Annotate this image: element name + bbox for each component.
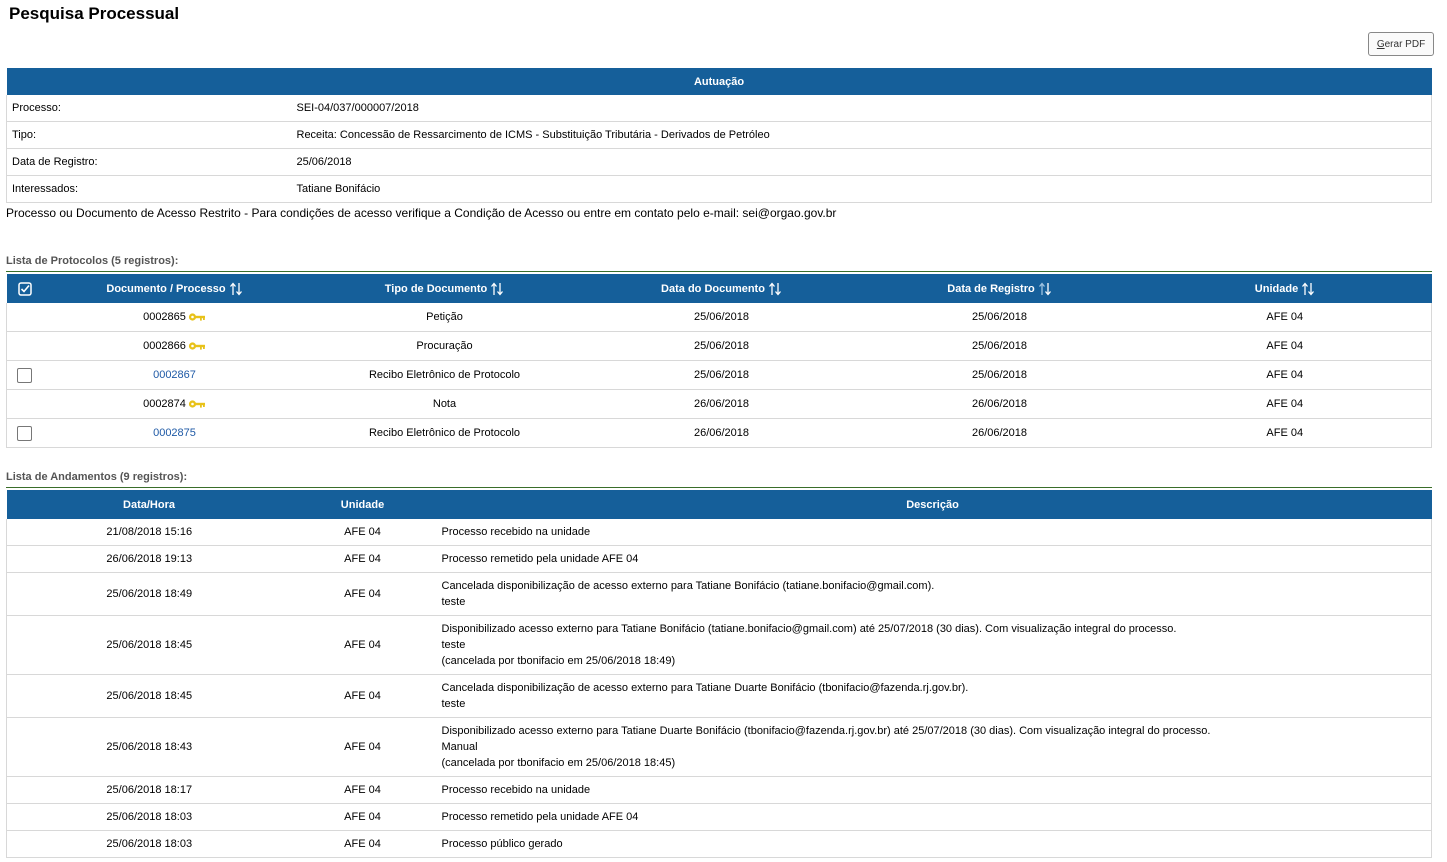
- datahora-cell: 26/06/2018 19:13: [7, 546, 292, 573]
- data-registro-cell: 26/06/2018: [861, 419, 1139, 448]
- datahora-cell: 25/06/2018 18:43: [7, 718, 292, 777]
- col-data-documento-header[interactable]: [583, 274, 861, 303]
- andamentos-divider: [6, 487, 1432, 488]
- descricao-line: Manual: [441, 741, 478, 753]
- table-row: [7, 718, 1432, 777]
- col-documento-header[interactable]: [43, 274, 307, 303]
- condicao-acesso-link[interactable]: Condição de Acesso: [454, 206, 564, 220]
- table-row: [7, 303, 1432, 332]
- unidade-cell: AFE 04: [292, 546, 434, 573]
- autuacao-table: [6, 68, 1432, 203]
- unidade-cell: AFE 04: [292, 616, 434, 675]
- doc-number: 0002866: [143, 340, 186, 352]
- key-icon: [188, 312, 206, 322]
- table-row: [7, 546, 1432, 573]
- row-select-cell: [7, 419, 43, 448]
- descricao-line: Disponibilizado acesso externo para Tatiane Duarte Bonifácio (tbonifacio@fazenda.rj.gov.br) até 25/07/2018 (30 dias). Com visualização integral do processo.: [441, 725, 1211, 737]
- col-tipo-label: Tipo de Documento: [384, 282, 488, 295]
- gerar-pdf-button[interactable]: [1368, 32, 1434, 56]
- table-row: [7, 804, 1432, 831]
- doc-link[interactable]: 0002875: [153, 427, 196, 439]
- access-notice: [6, 206, 836, 220]
- descricao-line: teste: [441, 596, 466, 608]
- protocolos-table: [6, 274, 1432, 448]
- row-select-cell: [7, 390, 43, 419]
- col-datahora-header: Data/Hora: [7, 490, 292, 519]
- doc-number: 0002865: [143, 311, 186, 323]
- doc-link[interactable]: 0002867: [153, 369, 196, 381]
- interessados-value: Tatiane Bonifácio: [292, 176, 1432, 203]
- data-registro-cell: 25/06/2018: [861, 303, 1139, 332]
- descricao-cell: [434, 519, 1432, 546]
- col-unidade-header: Unidade: [292, 490, 434, 519]
- sort-icon[interactable]: [229, 282, 243, 296]
- unidade-cell: AFE 04: [1139, 361, 1432, 390]
- col-tipo-header[interactable]: [307, 274, 583, 303]
- tipo-cell: Recibo Eletrônico de Protocolo: [307, 361, 583, 390]
- descricao-cell: [434, 777, 1432, 804]
- tipo-cell: Recibo Eletrônico de Protocolo: [307, 419, 583, 448]
- notice-suffix: ou entre em contato pelo e-mail: sei@orgao.gov.br: [563, 206, 837, 220]
- col-data-documento-label: Data do Documento: [661, 282, 765, 295]
- data-registro-label: Data de Registro:: [7, 149, 292, 176]
- tipo-cell: Petição: [307, 303, 583, 332]
- unidade-cell: AFE 04: [292, 573, 434, 616]
- descricao-cell: [434, 616, 1432, 675]
- autuacao-row: [7, 176, 1432, 203]
- data-documento-cell: 26/06/2018: [583, 419, 861, 448]
- descricao-line: Cancelada disponibilização de acesso externo para Tatiane Duarte Bonifácio (tbonifacio@fazenda.rj.gov.br).: [441, 682, 969, 694]
- table-row: [7, 831, 1432, 858]
- col-descricao-header: Descrição: [434, 490, 1432, 519]
- sort-icon[interactable]: [490, 282, 504, 296]
- data-documento-cell: 25/06/2018: [583, 303, 861, 332]
- doc-cell: [43, 361, 307, 390]
- doc-cell: [43, 303, 307, 332]
- unidade-cell: AFE 04: [292, 718, 434, 777]
- descricao-cell: [434, 675, 1432, 718]
- doc-cell: [43, 390, 307, 419]
- autuacao-header: Autuação: [7, 68, 1432, 95]
- descricao-line: teste: [441, 698, 466, 710]
- doc-cell: [43, 419, 307, 448]
- unidade-cell: AFE 04: [1139, 303, 1432, 332]
- tipo-cell: Nota: [307, 390, 583, 419]
- notice-prefix: Processo ou Documento de Acesso Restrito - Para condições de acesso verifique a: [6, 206, 455, 220]
- interessados-label: Interessados:: [7, 176, 292, 203]
- select-all-checkbox[interactable]: [7, 274, 43, 303]
- key-icon: [188, 399, 206, 409]
- data-registro-cell: 26/06/2018: [861, 390, 1139, 419]
- datahora-cell: 25/06/2018 18:45: [7, 675, 292, 718]
- row-select-cell: [7, 332, 43, 361]
- sort-icon[interactable]: [768, 282, 782, 296]
- row-select-cell: [7, 303, 43, 332]
- unidade-cell: AFE 04: [1139, 390, 1432, 419]
- descricao-cell: [434, 546, 1432, 573]
- descricao-cell: [434, 831, 1432, 858]
- doc-number: 0002874: [143, 398, 186, 410]
- descricao-line: Processo público gerado: [441, 838, 563, 850]
- descricao-line: (cancelada por tbonifacio em 25/06/2018 18:45): [441, 757, 676, 769]
- table-row: [7, 390, 1432, 419]
- tipo-label: Tipo:: [7, 122, 292, 149]
- unidade-cell: AFE 04: [1139, 332, 1432, 361]
- protocolos-divider: [6, 271, 1432, 272]
- data-documento-cell: 25/06/2018: [583, 332, 861, 361]
- andamentos-table: [6, 490, 1432, 858]
- sort-icon[interactable]: [1301, 282, 1315, 296]
- descricao-cell: [434, 804, 1432, 831]
- table-row: [7, 573, 1432, 616]
- descricao-cell: [434, 718, 1432, 777]
- descricao-line: (cancelada por tbonifacio em 25/06/2018 18:49): [441, 655, 676, 667]
- datahora-cell: 25/06/2018 18:49: [7, 573, 292, 616]
- unidade-cell: AFE 04: [292, 675, 434, 718]
- processo-label: Processo:: [7, 95, 292, 122]
- processo-value: SEI-04/037/000007/2018: [292, 95, 1432, 122]
- andamentos-caption: Lista de Andamentos (9 registros):: [6, 471, 188, 483]
- table-row: [7, 519, 1432, 546]
- page-title: Pesquisa Processual: [9, 4, 180, 23]
- data-registro-cell: 25/06/2018: [861, 332, 1139, 361]
- table-row: [7, 777, 1432, 804]
- datahora-cell: 25/06/2018 18:17: [7, 777, 292, 804]
- col-unidade-label: Unidade: [1254, 282, 1299, 295]
- table-row: [7, 675, 1432, 718]
- unidade-cell: AFE 04: [292, 804, 434, 831]
- col-documento-label: Documento / Processo: [106, 282, 226, 295]
- sort-icon[interactable]: [1038, 282, 1052, 296]
- datahora-cell: 25/06/2018 18:45: [7, 616, 292, 675]
- protocolos-caption: Lista de Protocolos (5 registros):: [6, 255, 179, 267]
- data-documento-cell: 25/06/2018: [583, 361, 861, 390]
- unidade-cell: AFE 04: [292, 519, 434, 546]
- autuacao-row: [7, 122, 1432, 149]
- gerar-pdf-accesskey: G: [1376, 38, 1385, 50]
- key-icon: [188, 341, 206, 351]
- col-unidade-header[interactable]: [1139, 274, 1432, 303]
- table-row: [7, 361, 1432, 390]
- datahora-cell: 25/06/2018 18:03: [7, 831, 292, 858]
- data-registro-cell: 25/06/2018: [861, 361, 1139, 390]
- data-documento-cell: 26/06/2018: [583, 390, 861, 419]
- row-checkbox[interactable]: [17, 368, 32, 383]
- col-data-registro-label: Data de Registro: [947, 282, 1035, 295]
- descricao-line: Disponibilizado acesso externo para Tatiane Bonifácio (tatiane.bonifacio@gmail.com) até 25/07/2018 (30 dias). Com visualização integral do processo.: [441, 623, 1177, 635]
- unidade-cell: AFE 04: [1139, 419, 1432, 448]
- descricao-line: Processo recebido na unidade: [441, 784, 591, 796]
- unidade-cell: AFE 04: [292, 831, 434, 858]
- table-row: [7, 419, 1432, 448]
- table-row: [7, 332, 1432, 361]
- check-all-icon: [18, 282, 32, 296]
- tipo-cell: Procuração: [307, 332, 583, 361]
- row-select-cell: [7, 361, 43, 390]
- autuacao-row: [7, 95, 1432, 122]
- doc-cell: [43, 332, 307, 361]
- gerar-pdf-label: erar PDF: [1384, 38, 1426, 50]
- unidade-cell: AFE 04: [292, 777, 434, 804]
- descricao-line: Processo recebido na unidade: [441, 526, 591, 538]
- datahora-cell: 25/06/2018 18:03: [7, 804, 292, 831]
- descricao-line: Processo remetido pela unidade AFE 04: [441, 553, 639, 565]
- row-checkbox[interactable]: [17, 426, 32, 441]
- descricao-line: Cancelada disponibilização de acesso externo para Tatiane Bonifácio (tatiane.bonifacio@gmail.com).: [441, 580, 935, 592]
- col-data-registro-header[interactable]: [861, 274, 1139, 303]
- descricao-cell: [434, 573, 1432, 616]
- data-registro-value: 25/06/2018: [292, 149, 1432, 176]
- autuacao-row: [7, 149, 1432, 176]
- datahora-cell: 21/08/2018 15:16: [7, 519, 292, 546]
- tipo-value: Receita: Concessão de Ressarcimento de ICMS - Substituição Tributária - Derivados de Petróleo: [292, 122, 1432, 149]
- table-row: [7, 616, 1432, 675]
- descricao-line: Processo remetido pela unidade AFE 04: [441, 811, 639, 823]
- descricao-line: teste: [441, 639, 466, 651]
